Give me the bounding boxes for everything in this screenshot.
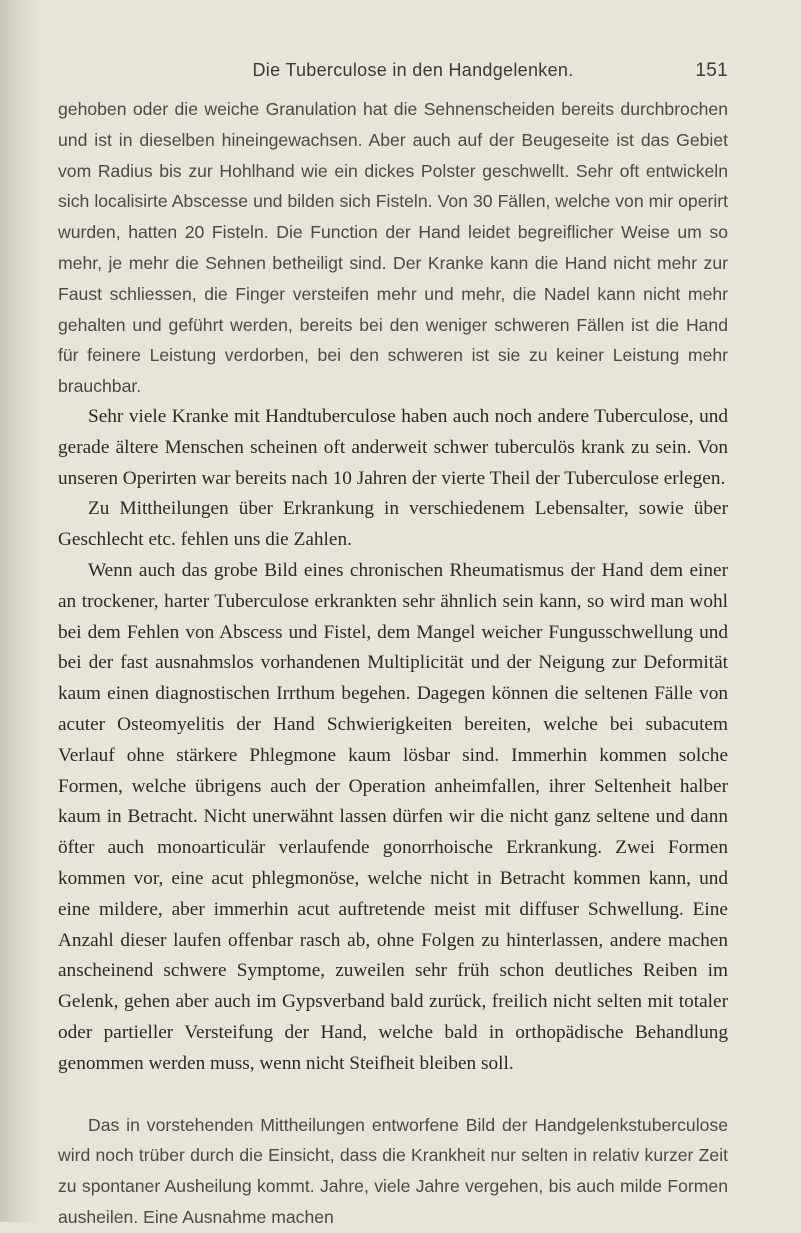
paragraph-2: Sehr viele Kranke mit Handtuberculose haben auch noch andere Tuberculose, und gerade ältere Menschen scheinen oft anderweit schwer tuberculös krank zu sein. Von unseren Operirten war bereits nach 10 Jahren der vierte Theil der Tuberculose erlegen. [58,405,728,489]
paragraph-5: Das in vorstehenden Mittheilungen entworfene Bild der Handgelenkstuberculose wird noch trüber durch die Einsicht, dass die Krankheit nur selten in relativ kurzer Zeit zu spontaner Ausheilung kommt. Jahre, viele Jahre vergehen, bis auch milde Formen ausheilen. Eine Ausnahme machen [58,1114,728,1227]
section-gap [58,1080,728,1110]
paragraph-3: Zu Mittheilungen über Erkrankung in verschiedenem Lebensalter, sowie über Geschlecht etc. fehlen uns die Zahlen. [58,498,728,551]
paragraph-4: Wenn auch das grobe Bild eines chronischen Rheumatismus der Hand dem einer an trockener, harter Tuberculose erkrankten sehr ähnlich sein kann, so wird man wohl bei dem Fehlen von Abscess und Fistel, dem Mangel weicher Fungusschwellung und bei der fast ausnahmslos vorhandenen Multiplicität und der Neigung zur Deformität kaum einen diagnostischen Irrthum begehen. Dagegen können die seltenen Fälle von acuter Osteomyelitis der Hand Schwierigkeiten bereiten, welche bei subacutem Verlauf ohne stärkere Phlegmone kaum lösbar sind. Immerhin kommen solche Formen, welche übrigens auch der Operation anheimfallen, ihrer Seltenheit halber kaum in Betracht. Nicht unerwähnt lassen dürfen wir die nicht ganz seltene und dann öfter auch monoarticulär verlaufende gonorrhoische Erkrankung. Zwei Formen kommen vor, eine acut phlegmonöse, welche nicht in Betracht kommen kann, und eine mildere, aber immerhin acut auftretende meist mit diffuser Schwellung. Eine Anzahl dieser laufen offenbar rasch ab, ohne Folgen zu hinterlassen, andere machen anscheinend schwere Symptome, zuweilen sehr früh schon deutliches Reiben im Gelenk, gehen aber auch im Gypsverband bald zurück, freilich nicht selten mit totaler oder partieller Versteifung der Hand, welche bald in orthopädische Behandlung genommen werden muss, wenn nicht Steifheit bleiben soll. [58,559,728,1074]
paragraph-1: gehoben oder die weiche Granulation hat die Sehnenscheiden bereits durchbrochen und ist in dieselben hineingewachsen. Aber auch auf der Beugeseite ist das Gebiet vom Radius bis zur Hohlhand wie ein dickes Polster geschwellt. Sehr oft entwickeln sich localisirte Abscesse und bilden sich Fisteln. Von 30 Fällen, welche von mir operirt wurden, hatten 20 Fisteln. Die Function der Hand leidet begreiflicher Weise um so mehr, je mehr die Sehnen betheiligt sind. Der Kranke kann die Hand nicht mehr zur Faust schliessen, die Finger versteifen mehr und mehr, die Nadel kann nicht mehr gehalten und geführt werden, bereits bei den weniger schweren Fällen ist die Hand für feinere Leistung verdorben, bei den schweren ist sie zu keiner Leistung mehr brauchbar. [58,99,728,397]
body-text [58,94,728,1233]
running-head [58,60,728,88]
page-edge-shadow [0,0,40,1222]
book-page [58,60,728,1233]
running-title: Die Tuberculose in den Handgelenken. [252,60,574,80]
page-number: 151 [695,60,728,81]
